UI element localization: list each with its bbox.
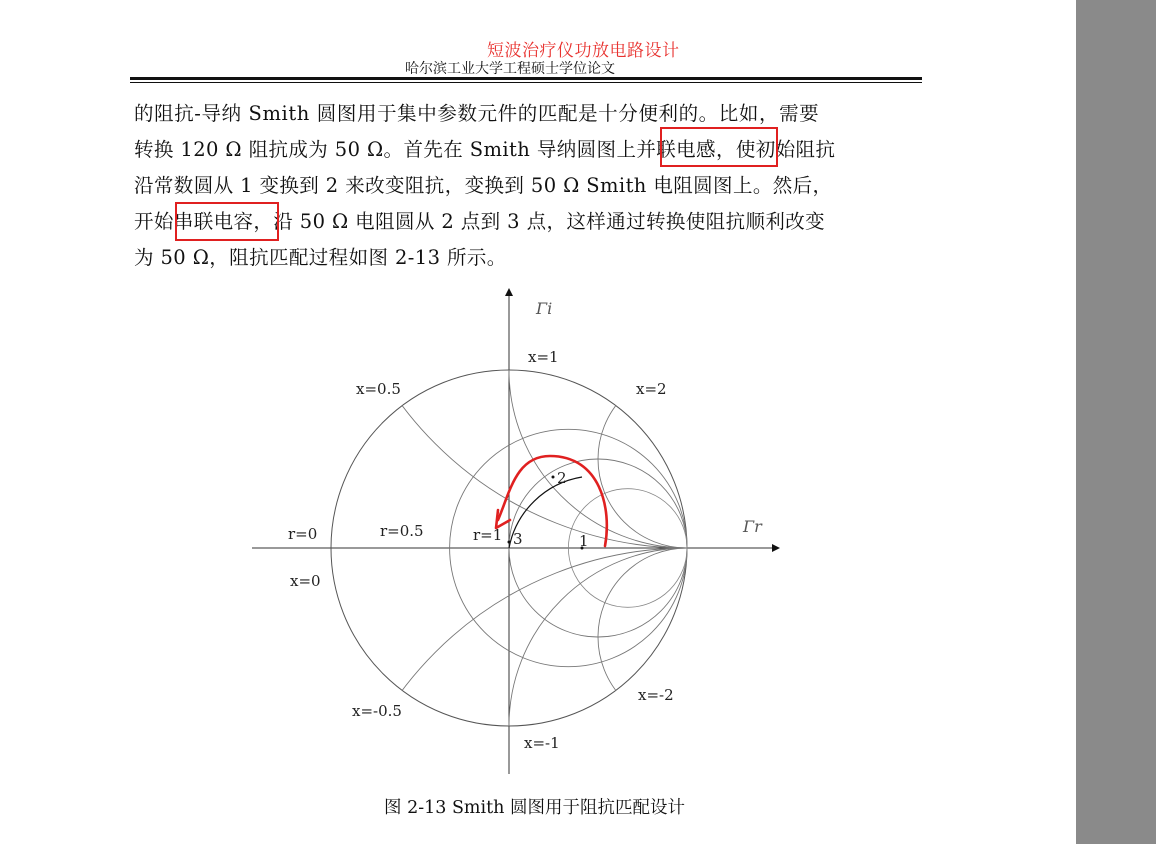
label-x0: x=0 [290, 572, 321, 590]
axis-label-imag: Γi [536, 299, 553, 318]
reactance-arc-xm05 [331, 548, 800, 784]
paragraph-line-2: 转换 120 Ω 阻抗成为 50 Ω。首先在 Smith 导纳圆图上并联电感，使初始阻抗 [134, 138, 836, 161]
axis-label-real: Γr [743, 517, 762, 536]
label-r05: r=0.5 [380, 522, 424, 540]
smith-chart [240, 284, 800, 784]
label-r0: r=0 [288, 525, 318, 543]
paragraph-line-1: 的阻抗-导纳 Smith 圆图用于集中参数元件的匹配是十分便利的。比如，需要 [134, 102, 820, 125]
header-rule-thick [130, 77, 922, 80]
reactance-arc-x1 [509, 284, 800, 548]
paragraph-line-4: 开始串联电容，沿 50 Ω 电阻圆从 2 点到 3 点，这样通过转换使阻抗顺利改变 [134, 210, 826, 233]
paragraph-line-3: 沿常数圆从 1 变换到 2 来改变阻抗，变换到 50 Ω Smith 电阻圆图上。然后， [134, 174, 833, 197]
point-2-marker [552, 476, 555, 479]
point-3-marker [508, 541, 511, 544]
label-r1: r=1 [473, 526, 503, 544]
point-1-label: 1 [579, 532, 589, 550]
paragraph-line-5: 为 50 Ω，阻抗匹配过程如图 2-13 所示。 [134, 246, 507, 269]
label-xm1: x=-1 [524, 734, 560, 752]
label-xm05: x=-0.5 [352, 702, 402, 720]
figure-caption: 图 2-13 Smith 圆图用于阻抗匹配设计 [384, 798, 685, 818]
label-x2: x=2 [636, 380, 667, 398]
point-2-label: 2 [557, 469, 567, 487]
label-xm2: x=-2 [638, 686, 674, 704]
annotation-title: 短波治疗仪功放电路设计 [487, 41, 680, 61]
point-3-label: 3 [513, 530, 523, 548]
header-rule-thin [130, 82, 922, 83]
label-x1: x=1 [528, 348, 559, 366]
scrollbar[interactable] [1076, 0, 1156, 844]
running-header: 哈尔滨工业大学工程硕士学位论文 [405, 61, 615, 77]
label-x05: x=0.5 [356, 380, 401, 398]
reactance-arc-x05 [331, 284, 800, 548]
reactance-arc-xm2 [598, 548, 776, 726]
highlight-box-series-capacitor [175, 202, 279, 241]
highlight-box-parallel-inductor [660, 127, 778, 167]
